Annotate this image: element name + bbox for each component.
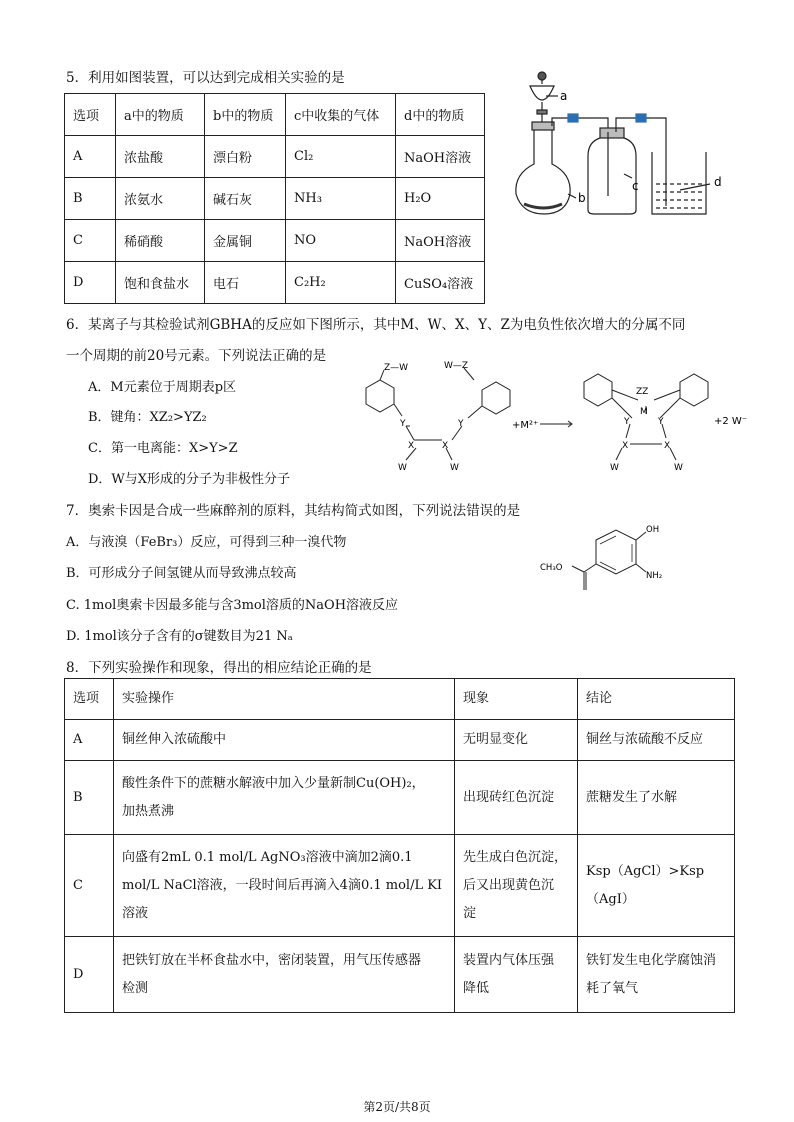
q8-line: Ksp（AgCl）>Ksp（AgI） [586, 863, 705, 907]
q6-fig-x: X [664, 441, 671, 451]
q6-fig-m2: +M²⁺ [512, 420, 539, 431]
q5-header: c中收集的气体 [286, 94, 396, 136]
label-b: b [578, 191, 586, 205]
q8-line: 无明显变化 [463, 732, 529, 747]
q8-line: 装置内气体压强 [463, 952, 555, 968]
q5-header: 选项 [65, 94, 116, 136]
q5-cell: C [65, 220, 116, 262]
q8-line: 淀 [463, 905, 477, 921]
q7-option-d: D. 1mol该分子含有的σ键数目为21 Nₐ [66, 629, 293, 644]
q8-header: 结论 [578, 679, 735, 720]
q5-cell: D [65, 262, 116, 304]
q6-fig-w: W [450, 463, 459, 473]
q6-fig-x: X [442, 441, 449, 451]
q6-option-c: C．第一电离能：X>Y>Z [88, 441, 238, 456]
q6-fig-y: Y [658, 417, 664, 427]
q6-stem-line1: 6．某离子与其检验试剂GBHA的反应如下图所示，其中M、W、X、Y、Z为电负性依次增大的分属不同 [66, 317, 686, 333]
q7-option-b: B．可形成分子间氢键从而导致沸点较高 [66, 566, 297, 581]
q8-line: mol/L NaCl溶液，一段时间后再滴入4滴0.1 mol/L KI [122, 877, 443, 893]
q5-cell: Cl₂ [286, 136, 396, 178]
q5-table [64, 93, 485, 304]
label-c: c [632, 179, 639, 193]
q6-fig-w: W [398, 463, 407, 473]
q8-conclusion-cell [578, 720, 735, 761]
q5-cell: 饱和食盐水 [116, 262, 205, 304]
q8-line: 检测 [122, 980, 149, 996]
page-footer: 第2页/共8页 [363, 1100, 431, 1114]
q8-option-cell: B [65, 761, 114, 835]
q5-cell: H₂O [396, 178, 485, 220]
q6-option-b: B．键角：XZ₂>YZ₂ [88, 410, 207, 425]
q5-cell: CuSO₄溶液 [396, 262, 485, 304]
q5-cell: NaOH溶液 [396, 220, 485, 262]
q6-fig-w: W [674, 463, 683, 473]
q6-fig-y: Y [458, 419, 464, 429]
q8-phenomenon-cell [455, 761, 578, 835]
q5-header: a中的物质 [116, 94, 205, 136]
q8-operation-cell [114, 720, 455, 761]
q8-table [64, 678, 735, 1013]
q7-option-c: C. 1mol奥索卡因最多能与含3mol溶质的NaOH溶液反应 [66, 598, 399, 613]
q6-option-d: D．W与X形成的分子为非极性分子 [88, 472, 291, 487]
q8-option-cell: C [65, 835, 114, 937]
q8-operation-cell [114, 937, 455, 1013]
q6-fig-y: Y [624, 417, 630, 427]
q6-stem-line2: 一个周期的前20号元素。下列说法正确的是 [66, 348, 327, 364]
q8-line: 加热煮沸 [122, 803, 175, 819]
q8-conclusion-cell [578, 761, 735, 835]
q7-option-a: A．与液溴（FeBr₃）反应，可得到三种一溴代物 [66, 535, 347, 550]
q8-stem: 8．下列实验操作和现象，得出的相应结论正确的是 [66, 660, 372, 676]
q8-line: 降低 [463, 980, 490, 996]
q8-phenomenon-cell [455, 720, 578, 761]
q6-option-a: A．M元素位于周期表p区 [88, 380, 237, 395]
q6-fig-y: Y [400, 419, 406, 429]
q5-cell: 金属铜 [205, 220, 286, 262]
q8-header: 实验操作 [114, 679, 455, 720]
q6-reaction-figure [340, 360, 750, 475]
q8-header: 选项 [65, 679, 114, 720]
q8-header: 现象 [455, 679, 578, 720]
q5-cell: 漂白粉 [205, 136, 286, 178]
q6-fig-w2: +2 W⁻ [714, 416, 748, 427]
q8-line: 先生成白色沉淀， [463, 849, 568, 865]
q8-phenomenon-cell [455, 835, 578, 937]
q6-fig-m: M [640, 407, 648, 417]
q8-conclusion-cell [578, 835, 735, 937]
q7-fig-nh2: NH₂ [646, 571, 663, 581]
q8-line: 耗了氧气 [586, 980, 639, 996]
q5-cell: 浓盐酸 [116, 136, 205, 178]
q8-conclusion-cell [578, 937, 735, 1013]
q8-operation-cell [114, 835, 455, 937]
q6-fig-wz: W—Z [444, 361, 469, 371]
q5-cell: 电石 [205, 262, 286, 304]
q6-fig-x: X [622, 441, 629, 451]
q5-cell: A [65, 136, 116, 178]
q8-line: 蔗糖发生了水解 [586, 789, 678, 805]
q8-operation-cell [114, 761, 455, 835]
q7-fig-oh: OH [646, 525, 660, 535]
q6-fig-zw: Z—W [384, 363, 409, 373]
q5-cell: B [65, 178, 116, 220]
q5-cell: C₂H₂ [286, 262, 396, 304]
q8-line: 后又出现黄色沉 [463, 877, 555, 893]
q8-line: 出现砖红色沉淀 [463, 789, 555, 805]
q5-header: d中的物质 [396, 94, 485, 136]
q8-line: 溶液 [122, 905, 149, 921]
q5-stem: 5．利用如图装置，可以达到完成相关实验的是 [66, 70, 345, 86]
q8-option-cell: A [65, 720, 114, 761]
q5-cell: 浓氨水 [116, 178, 205, 220]
q8-phenomenon-cell [455, 937, 578, 1013]
q8-line: 铁钉发生电化学腐蚀消 [586, 952, 717, 968]
q6-fig-x: X [408, 441, 415, 451]
q8-line: 铜丝与浓硫酸不反应 [586, 732, 704, 747]
q5-cell: NaOH溶液 [396, 136, 485, 178]
q5-header: b中的物质 [205, 94, 286, 136]
q5-apparatus-figure [510, 66, 740, 226]
q7-fig-ch3o: CH₃O [540, 563, 563, 573]
q8-line: 酸性条件下的蔗糖水解液中加入少量新制Cu(OH)₂， [122, 775, 425, 791]
q5-cell: 碱石灰 [205, 178, 286, 220]
label-d: d [714, 175, 722, 189]
q8-line: 把铁钉放在半杯食盐水中，密闭装置，用气压传感器 [122, 952, 422, 968]
q8-line: 向盛有2mL 0.1 mol/L AgNO₃溶液中滴加2滴0.1 [122, 849, 413, 865]
q5-cell: 稀硝酸 [116, 220, 205, 262]
q6-fig-w: W [610, 463, 619, 473]
q5-cell: NH₃ [286, 178, 396, 220]
q7-structure-figure [540, 520, 680, 606]
q5-cell: NO [286, 220, 396, 262]
q7-stem: 7．奥索卡因是合成一些麻醉剂的原料，其结构简式如图，下列说法错误的是 [66, 503, 521, 519]
q8-line: 铜丝伸入浓硫酸中 [122, 732, 227, 747]
q6-fig-zz: ZZ [636, 387, 649, 397]
q8-option-cell: D [65, 937, 114, 1013]
label-a: a [560, 89, 568, 103]
